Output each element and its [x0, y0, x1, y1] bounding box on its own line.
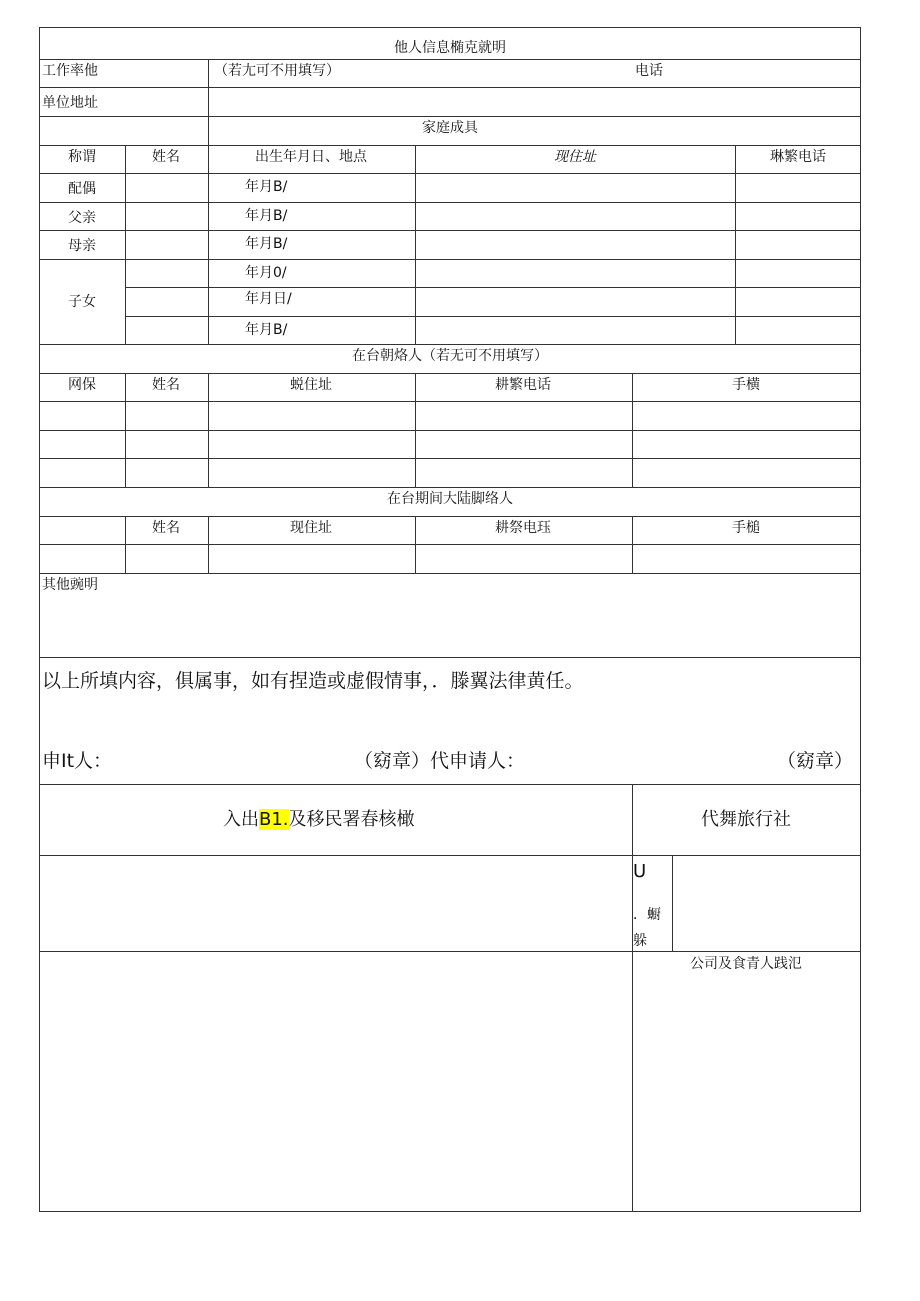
- row-divider: [39, 230, 861, 231]
- col-divider: [125, 145, 126, 344]
- col-divider: [415, 516, 416, 573]
- taiwan-header-mobile: 手横: [732, 377, 760, 393]
- family-relation-spouse: 配偶: [68, 181, 96, 197]
- row-divider: [39, 657, 861, 658]
- row-divider: [39, 516, 861, 517]
- immigration-review-title: [223, 808, 415, 832]
- row-divider: [39, 544, 861, 545]
- row-divider: [39, 87, 861, 88]
- row-divider: [39, 458, 861, 459]
- family-title: 家庭成具: [422, 120, 478, 136]
- border-top: [39, 27, 861, 28]
- family-birth-spouse[interactable]: 年月B/: [245, 179, 288, 195]
- family-header-phone: 琳繁电话: [770, 149, 826, 165]
- family-birth-father[interactable]: 年月B/: [245, 208, 288, 224]
- unit-address-label: 单位地址: [42, 95, 98, 111]
- row-divider: [39, 173, 861, 174]
- border-right: [860, 27, 861, 1212]
- family-header-relation: 称谓: [68, 149, 96, 165]
- agent-seal-label: （窈章）: [777, 750, 854, 772]
- family-header-address: 现住址: [554, 149, 596, 165]
- row-divider: [39, 401, 861, 402]
- col-divider: [415, 373, 416, 487]
- col-divider: [208, 373, 209, 487]
- phone-label: 电话: [635, 63, 663, 79]
- row-divider: [39, 855, 861, 856]
- row-divider: [39, 784, 861, 785]
- family-relation-mother: 母亲: [68, 238, 96, 254]
- row-divider: [39, 116, 861, 117]
- taiwan-header-phone: 耕繁电话: [495, 377, 551, 393]
- work-unit-label: 工作率他: [42, 63, 98, 79]
- side-mark-2: ．蟵: [633, 907, 661, 923]
- row-divider: [39, 259, 861, 260]
- application-form: [39, 27, 861, 1212]
- side-mark-1: U: [633, 861, 647, 882]
- declaration-text: 以上所填内容，俱属事，如有捏造或虚假情事，．滕翼法律黄任。: [42, 670, 584, 692]
- col-divider: [208, 516, 209, 573]
- family-header-birth: 出生年月日、地点: [255, 149, 367, 165]
- family-birth-child-1[interactable]: 年月0/: [245, 265, 287, 281]
- mainland-header-name: 姓名: [152, 520, 180, 536]
- col-divider: [632, 516, 633, 573]
- row-divider: [39, 487, 861, 488]
- company-signature-label: 公司及食青人践氾: [690, 956, 802, 972]
- immigration-title-post: 及移民署春核橄: [288, 809, 415, 830]
- col-divider: [125, 516, 126, 573]
- col-divider: [672, 855, 673, 951]
- row-divider: [39, 573, 861, 574]
- family-relation-father: 父亲: [68, 210, 96, 226]
- mainland-header-phone: 耕祭电珏: [495, 520, 551, 536]
- border-bottom: [39, 1211, 861, 1212]
- family-relation-children: 子女: [68, 294, 96, 310]
- col-divider: [125, 373, 126, 487]
- row-divider: [39, 373, 861, 374]
- travel-agency-title: 代舞旅行社: [701, 809, 791, 830]
- row-divider: [125, 287, 861, 288]
- col-divider: [632, 784, 633, 1211]
- immigration-title-highlight: B1.: [259, 809, 289, 830]
- other-info-title: 他人信息椭克就明: [394, 40, 506, 56]
- side-mark-3: 躲: [633, 933, 647, 949]
- row-divider: [39, 202, 861, 203]
- family-birth-child-2[interactable]: 年月日/: [245, 291, 292, 307]
- row-divider: [39, 145, 861, 146]
- border-left: [39, 27, 40, 1212]
- col-divider: [735, 145, 736, 344]
- mainland-contact-title: 在台期间大陆脚络人: [387, 491, 513, 507]
- row-divider: [39, 344, 861, 345]
- row-divider: [39, 951, 861, 952]
- family-header-name: 姓名: [152, 149, 180, 165]
- taiwan-contact-title: 在台朝烙人（若无可不用填写）: [352, 348, 548, 364]
- taiwan-header-relation: 网保: [68, 377, 96, 393]
- col-divider: [208, 59, 209, 145]
- row-divider: [125, 316, 861, 317]
- taiwan-header-address: 蜕住址: [290, 377, 332, 393]
- applicant-label: 申It人：: [42, 750, 113, 772]
- taiwan-header-name: 姓名: [152, 377, 180, 393]
- col-divider: [415, 145, 416, 344]
- mainland-header-address: 现住址: [290, 520, 332, 536]
- work-unit-field[interactable]: （若尢可不用填写）: [214, 63, 340, 79]
- other-notes-label: 其他豌明: [42, 577, 98, 593]
- family-birth-mother[interactable]: 年月B/: [245, 236, 288, 252]
- row-divider: [39, 59, 861, 60]
- row-divider: [39, 430, 861, 431]
- family-birth-child-3[interactable]: 年月B/: [245, 322, 288, 338]
- immigration-title-pre: 入出: [223, 809, 259, 830]
- col-divider: [208, 145, 209, 344]
- mainland-header-mobile: 手槌: [732, 520, 760, 536]
- applicant-seal-label: （窈章）代申请人：: [354, 750, 526, 772]
- col-divider: [632, 373, 633, 487]
